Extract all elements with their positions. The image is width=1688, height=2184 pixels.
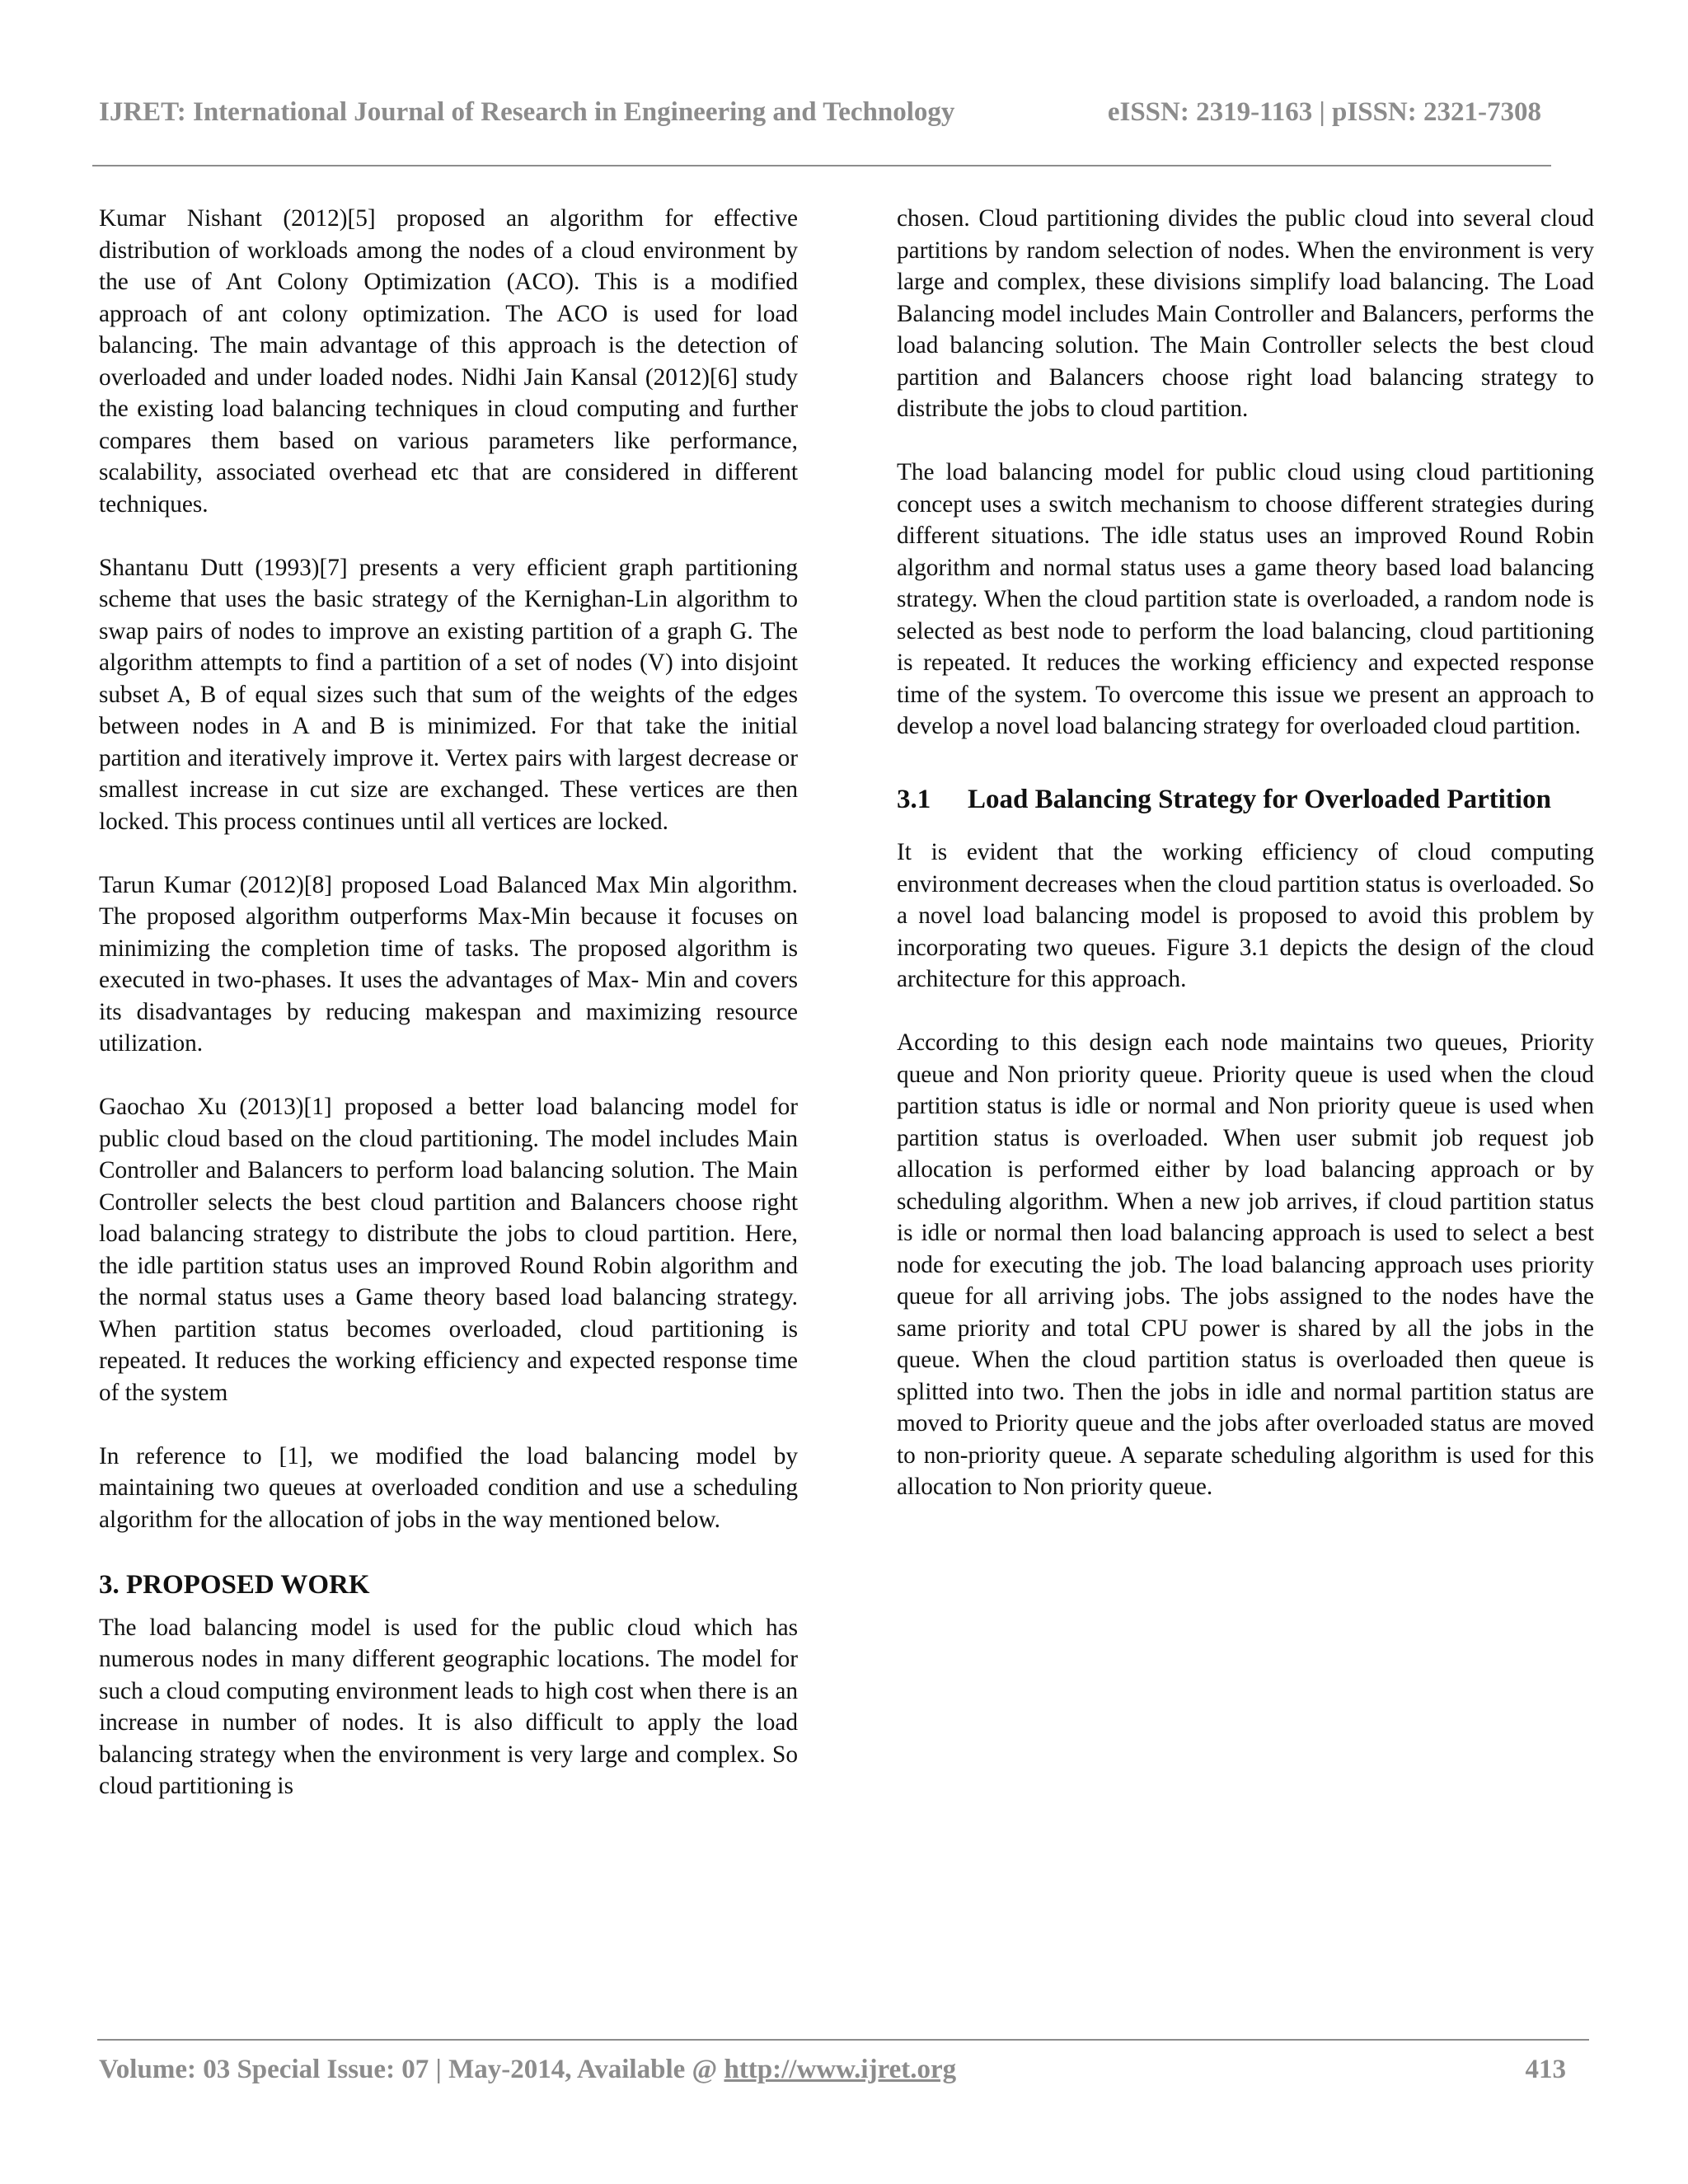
paragraph-kumar-nishant: Kumar Nishant (2012)[5] proposed an algorithm for effective distribution of workloads among the nodes of a cloud environment by the use of Ant Colony Optimization (ACO). This is a modified approach of ant colony optimization. The ACO is used for load balancing. The main advantage of this approach is the detection of overloaded and under loaded nodes. Nidhi Jain Kansal (2012)[6] study the existing load balancing techniques in cloud computing and further compares them based on various parameters like performance, scalability, associated overhead etc that are considered in different techniques. <box>99 205 798 518</box>
journal-url-link[interactable]: http://www.ijret.org <box>724 2055 957 2084</box>
section-heading-proposed-work: 3. PROPOSED WORK <box>99 1569 370 1600</box>
paragraph-shantanu-dutt: Shantanu Dutt (1993)[7] presents a very efficient graph partitioning scheme that uses the basic strategy of the Kernighan-Lin algorithm to swap pairs of nodes to improve an existing partition of a graph G. The algorithm attempts to find a partition of a set of nodes (V) into disjoint subset A, B of equal sizes such that sum of the weights of the edges between nodes in A and B is minimized. For that take the initial partition and iteratively improve it. Vertex pairs with largest decrease or smallest increase in cut size are exchanged. These vertices are then locked. This process continues until all vertices are locked. <box>99 554 798 835</box>
paragraph-working-efficiency: It is evident that the working efficiency of cloud computing environment decreases when the cloud partition status is overloaded. So a novel load balancing model is proposed to avoid this problem by incorporating two queues. Figure 3.1 depicts the design of the cloud architecture for this approach. <box>897 839 1594 992</box>
paragraph-cloud-partitioning: chosen. Cloud partitioning divides the public cloud into several cloud partitions by random selection of nodes. When the environment is very large and complex, these divisions simplify load balancing. The Load Balancing model includes Main Controller and Balancers, performs the load balancing solution. The Main Controller selects the best cloud partition and Balancers choose right load balancing strategy to distribute the jobs to cloud partition. <box>897 205 1594 422</box>
running-footer <box>99 2055 1574 2096</box>
left-column <box>99 203 798 1834</box>
paragraph-switch-mechanism: The load balancing model for public cloud using cloud partitioning concept uses a switch mechanism to choose different strategies during different situations. The idle status uses an improved Round Robin algorithm and normal status uses a game theory based load balancing strategy. When the cloud partition state is overloaded, a random node is selected as best node to perform the load balancing, cloud partitioning is repeated. It reduces the working efficiency and expected response time of the system. To overcome this issue we present an approach to develop a novel load balancing strategy for overloaded cloud partition. <box>897 459 1594 739</box>
right-column <box>897 203 1594 1535</box>
issn-info: eISSN: 2319-1163 | pISSN: 2321-7308 <box>1107 97 1541 127</box>
subsection-title: Load Balancing Strategy for Overloaded Partition <box>968 785 1551 814</box>
paragraph-proposed-work: The load balancing model is used for the public cloud which has numerous nodes in many different geographic locations. The model for such a cloud computing environment leads to high cost when there is an increase in number of nodes. It is also difficult to apply the load balancing strategy when the environment is very large and complex. So cloud partitioning is <box>99 1614 798 1799</box>
paragraph-two-queues: According to this design each node maintains two queues, Priority queue and Non priority queue. Priority queue is used when the cloud partition status is idle or normal and Non priority queue is used when partition status is overloaded. When user submit job request job allocation is performed either by load balancing approach or by scheduling algorithm. When a new job arrives, if cloud partition status is idle or normal then load balancing approach is used to select a best node for executing the job. The load balancing approach uses priority queue for all arriving jobs. The jobs assigned to the nodes have the same priority and total CPU power is shared by all the jobs in the queue. When the cloud partition status is overloaded then queue is splitted into two. Then the jobs in idle and normal partition status are moved to Priority queue and the jobs after overloaded status are moved to non-priority queue. A separate scheduling algorithm is used for this allocation to Non priority queue. <box>897 1029 1594 1500</box>
page-number: 413 <box>1525 2055 1566 2084</box>
footer-volume-text: Volume: 03 Special Issue: 07 | May-2014, Available @ <box>99 2055 724 2084</box>
paragraph-in-reference: In reference to [1], we modified the load balancing model by maintaining two queues at overloaded condition and use a scheduling algorithm for the allocation of jobs in the way mentioned below. <box>99 1442 798 1533</box>
footer-divider <box>97 2039 1589 2041</box>
paragraph-gaochao-xu: Gaochao Xu (2013)[1] proposed a better load balancing model for public cloud based on the cloud partitioning. The model includes Main Controller and Balancers to perform load balancing solution. The Main Controller selects the best cloud partition and Balancers choose right load balancing strategy to distribute the jobs to cloud partition. Here, the idle partition status uses an improved Round Robin algorithm and the normal status uses a Game theory based load balancing strategy. When partition status becomes overloaded, cloud partitioning is repeated. It reduces the working efficiency and expected response time of the system <box>99 1094 798 1406</box>
subsection-heading <box>897 774 1594 825</box>
journal-title: IJRET: International Journal of Research in Engineering and Technology <box>99 97 955 127</box>
footer-volume <box>99 2055 956 2085</box>
running-header <box>99 97 1550 138</box>
paragraph-tarun-kumar: Tarun Kumar (2012)[8] proposed Load Balanced Max Min algorithm. The proposed algorithm outperforms Max-Min because it focuses on minimizing the completion time of tasks. The proposed algorithm is executed in two-phases. It uses the advantages of Max- Min and covers its disadvantages by reducing makespan and maximizing resource utilization. <box>99 871 798 1057</box>
subsection-number: 3.1 <box>897 785 931 814</box>
header-divider <box>92 165 1551 166</box>
